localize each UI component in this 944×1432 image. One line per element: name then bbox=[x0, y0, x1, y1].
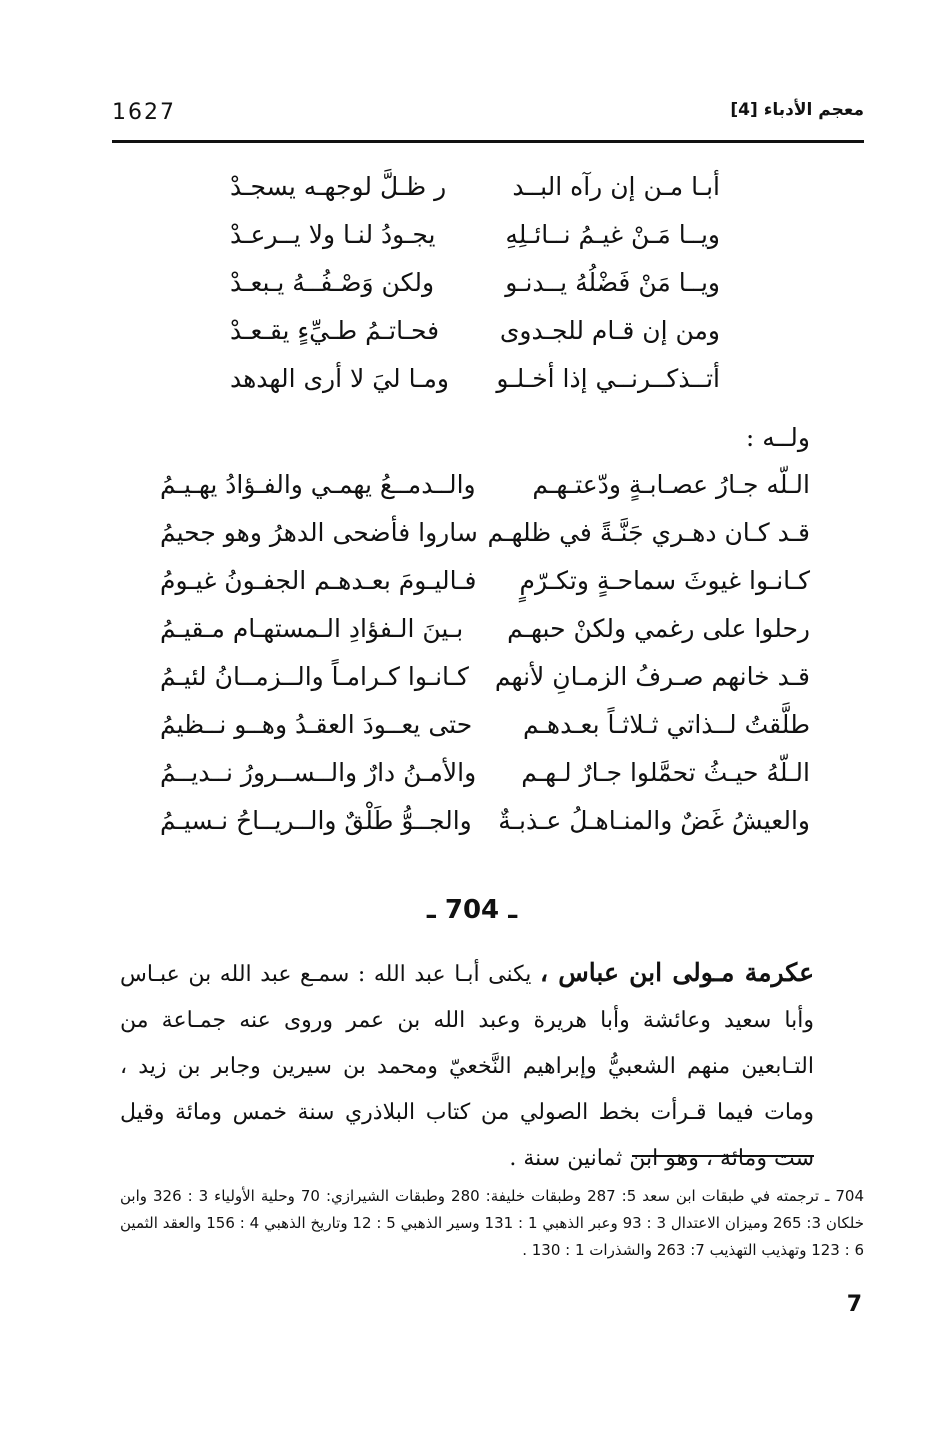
poem-verse bbox=[160, 660, 810, 708]
header-rule bbox=[112, 140, 864, 143]
footnote: 704 ـ ترجمته في طبقات ابن سعد 5: 287 وطبقات خليفة: 280 وطبقات الشيرازي: 70 وحلية الأولياء 3 : 326 وابن خلكان 3: 265 وميزان الاعتدال 3 : 93 وعبر الذهبي 1 : 131 وسير الذهبي 5 : 12 وتاريخ الذهبي 4 : 156 والعقد الثمين 6 : 123 وتهذيب التهذيب 7: 263 والشذرات 1 : 130 . bbox=[120, 1187, 865, 1259]
verse-first-hemistich: طلَّقتُ لــذاتي ثـلاثـاً بعـدهـم bbox=[522, 710, 810, 739]
verse-second-hemistich: كـانـوا كـرامـاً والــزمــانُ لئيـمُ bbox=[160, 662, 469, 691]
verse-second-hemistich: ومـا ليَ لا أرى الهدهد bbox=[230, 364, 450, 393]
running-header bbox=[112, 100, 864, 134]
verse-second-hemistich: والــدمــعُ يهمـي والفـؤادُ يهـيـمُ bbox=[160, 470, 476, 499]
verse-first-hemistich: ومن إن قـام للجـدوى bbox=[499, 316, 720, 345]
poem-verse bbox=[160, 756, 810, 804]
poem-verse bbox=[160, 708, 810, 756]
verse-first-hemistich: ويــا مَنْ فَضْلُهُ يــدنـو bbox=[505, 268, 720, 297]
poem-verse bbox=[230, 170, 720, 218]
poem-verse bbox=[230, 218, 720, 266]
verse-first-hemistich: والعيشُ غَضٌ والمنـاهـلُ عـذبـةٌ bbox=[498, 806, 810, 835]
verse-first-hemistich: أبـا مـن إن رآه البــد bbox=[512, 172, 720, 201]
poem-intro: ولــه : bbox=[745, 423, 810, 452]
verse-second-hemistich: حتى يعــودَ العقـدُ وهــو نــظيمُ bbox=[160, 710, 473, 739]
verse-first-hemistich: ويــا مَـنْ غيـمُ نــائـلِهِ bbox=[505, 220, 720, 249]
verse-first-hemistich: الـلّهُ حيـثُ تحمَّلوا جـارٌ لـهـم bbox=[521, 758, 810, 787]
verse-first-hemistich: قـد خانهم صـرفُ الزمـانِ لأنهم bbox=[494, 662, 810, 691]
subject-name: عكرمة مـولى ابن عباس ، bbox=[539, 958, 815, 987]
signature-number: 7 bbox=[846, 1292, 862, 1317]
poem-verse bbox=[230, 266, 720, 314]
verse-second-hemistich: ساروا فأضحى الدهرُ وهو جحيمُ bbox=[160, 518, 478, 547]
poem-verse bbox=[230, 362, 720, 410]
verse-second-hemistich: بـينَ الـفؤادِ الـمستهـام مـقيـمُ bbox=[160, 614, 464, 643]
verse-first-hemistich: أتــذكــرنــي إذا أخـلـو bbox=[496, 364, 720, 393]
verse-first-hemistich: كـانـوا غيوثَ سماحـةٍ وتكـرّمٍ bbox=[519, 566, 810, 595]
poem-verse bbox=[230, 314, 720, 362]
poem-verse bbox=[160, 612, 810, 660]
poem-second bbox=[160, 468, 810, 852]
poem-verse bbox=[160, 468, 810, 516]
verse-second-hemistich: ر ظـلَّ لوجهـه يسجـدْ bbox=[230, 172, 447, 201]
verse-second-hemistich: والأمـنُ دارٌ والــســرورُ نــديــمُ bbox=[160, 758, 477, 787]
poem-verse bbox=[160, 804, 810, 852]
poem-first bbox=[230, 170, 720, 410]
poem-verse bbox=[160, 564, 810, 612]
biography-text: يكنى أبـا عبد الله : سمـع عبد الله بن عبـاس وأبا سعيد وعائشة وأبا هريرة وعبد الله بن عمر وروى عنه جمـاعة من التـابعين منهم الشعبيُّ وإبراهيم النَّخعيّ ومحمد بن سيرين وجابر بن زيد ، ومات فيما قـرأت بخط الصولي من كتاب البلاذري سنة خمس ومائة وقيل ست ومائة ، وهو ابن ثمانين سنة . bbox=[120, 962, 814, 1171]
verse-second-hemistich: والجــوُّ طَلْقٌ والــريــاحُ نـسيـمُ bbox=[160, 806, 472, 835]
biography-paragraph bbox=[120, 950, 814, 1182]
verse-first-hemistich: رحلوا على رغمي ولكنْ حبهـم bbox=[507, 614, 810, 643]
verse-first-hemistich: قـد كـان دهـري جَنَّـةً في ظلهـم bbox=[487, 518, 810, 547]
verse-second-hemistich: فـاليـومَ بعـدهـم الجفـونُ غيـومُ bbox=[160, 566, 477, 595]
page-number: 1627 bbox=[112, 100, 176, 125]
verse-second-hemistich: فحـاتـمُ طـيِّءٍ يقـعـدْ bbox=[230, 316, 440, 345]
entry-number: ـ 704 ـ bbox=[426, 895, 518, 925]
footnote-rule bbox=[632, 1155, 814, 1157]
poem-verse bbox=[160, 516, 810, 564]
verse-second-hemistich: ولكن وَصْـفُــهُ يـبعـدْ bbox=[230, 268, 435, 297]
book-title: معجم الأدباء [4] bbox=[730, 100, 864, 120]
verse-second-hemistich: يجـودُ لنـا ولا يــرعـدْ bbox=[230, 220, 436, 249]
verse-first-hemistich: الـلّه جـارُ عصـابـةٍ ودّعتـهـم bbox=[532, 470, 810, 499]
